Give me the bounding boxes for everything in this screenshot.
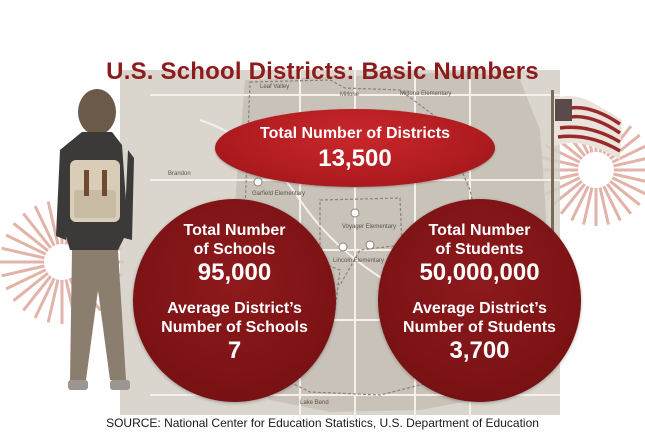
schools-total-value: 95,000 (197, 259, 272, 286)
map-label-leaf-valley: Leaf Valley (260, 84, 290, 90)
total-districts-badge (215, 109, 495, 187)
schools-circle (133, 199, 336, 402)
schools-avg-label-1: Average District’s (167, 300, 302, 317)
map-label-garfield: Garfield Elementary (252, 191, 306, 197)
map-label-lake-bend: Lake Bend (300, 400, 329, 406)
total-districts-value: 13,500 (318, 145, 392, 172)
students-avg-value: 3,700 (449, 337, 510, 364)
map-pin-icon (254, 178, 262, 186)
schools-avg-value: 7 (227, 337, 242, 364)
map-label-millone: Millone (340, 92, 360, 98)
students-total-value: 50,000,000 (419, 259, 540, 286)
students-avg-label-2: Number of Students (403, 319, 556, 336)
students-avg-label-1: Average District’s (412, 300, 547, 317)
students-total-label-2: of Students (435, 241, 524, 258)
total-districts-label: Total Number of Districts (260, 125, 450, 142)
schools-avg-label-2: Number of Schools (161, 319, 308, 336)
source-note: SOURCE: National Center for Education Statistics, U.S. Department of Education (106, 416, 539, 430)
students-circle (378, 199, 581, 402)
map-label-brandon: Brandon (168, 171, 191, 177)
map-label-miltona: Miltona Elementary (400, 91, 452, 97)
map-pin-icon (351, 209, 359, 217)
schools-total-label-2: of Schools (193, 241, 276, 258)
page-title: U.S. School Districts: Basic Numbers (106, 58, 539, 85)
students-total-label-1: Total Number (428, 222, 531, 239)
map-pin-icon (339, 243, 347, 251)
map-label-lincoln: Lincoln Elementary (333, 258, 385, 264)
schools-total-label-1: Total Number (183, 222, 286, 239)
map-label-voyager: Voyager Elementary (342, 224, 397, 230)
map-pin-icon (366, 241, 374, 249)
